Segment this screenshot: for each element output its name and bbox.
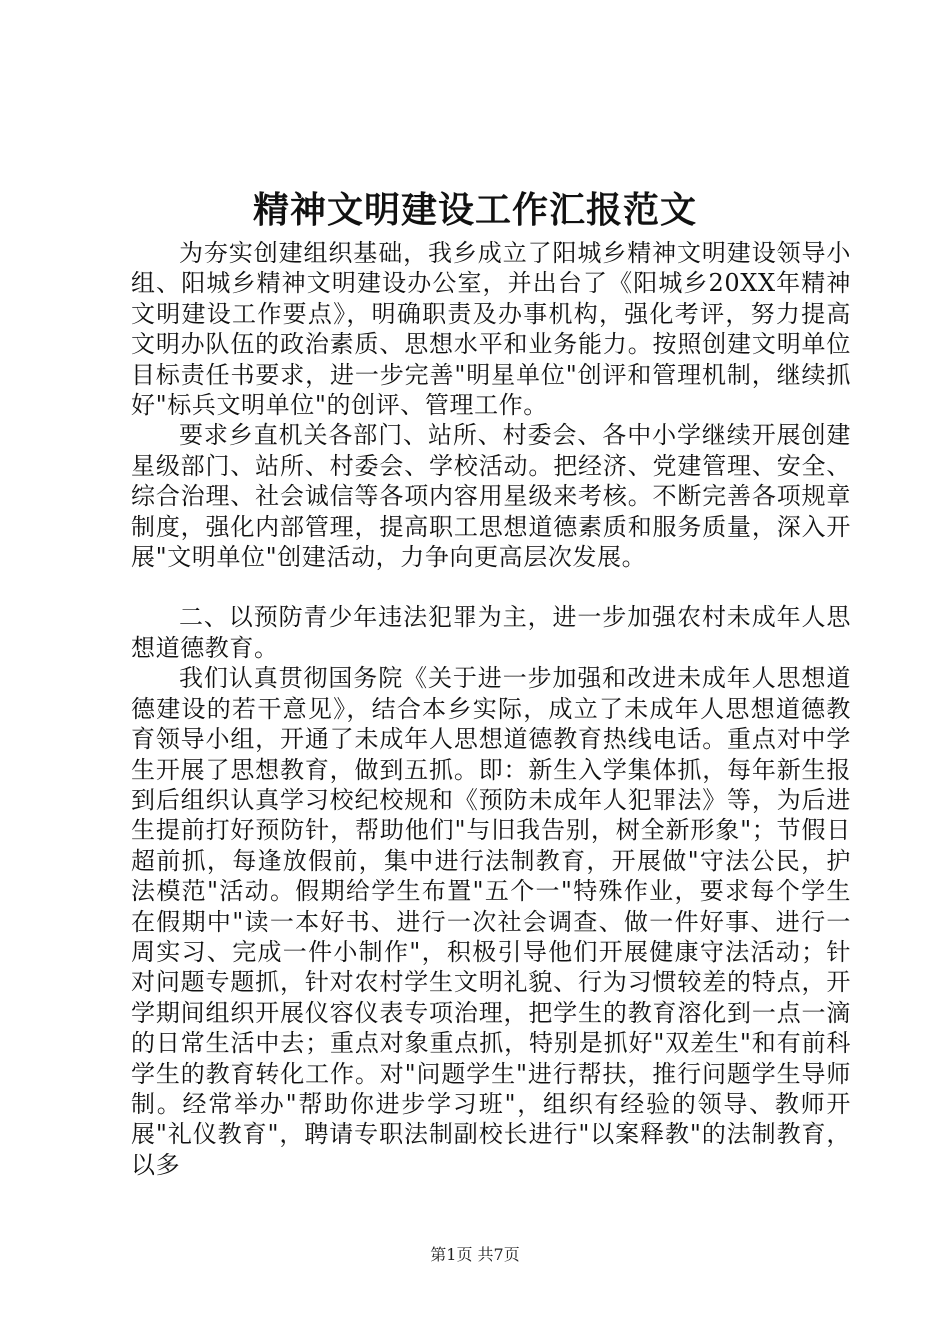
page-number: 第1页 共7页 (430, 1245, 520, 1264)
paragraph-youth-education: 我们认真贯彻国务院《关于进一步加强和改进未成年人思想道德建设的若干意见》，结合本乡实际，成立了未成年人思想道德教育领导小组，开通了未成年人思想道德教育热线电话。重点对中学生开展了思想教育，做到五抓。即：新生入学集体抓，每年新生报到后组织认真学习校纪校规和《预防未成年人犯罪法》等，为后进生提前打好预防针，帮助他们"与旧我告别，树全新形象"；节假日超前抓，每逢放假前，集中进行法制教育，开展做"守法公民，护法模范"活动。假期给学生布置"五个一"特殊作业，要求每个学生在假期中"读一本好书、进行一次社会调查、做一件好事、进行一周实习、完成一件小制作"，积极引导他们开展健康守法活动；针对问题专题抓，针对农村学生文明礼貌、行为习惯较差的特点，开学期间组织开展仪容仪表专项治理，把学生的教育溶化到一点一滴的日常生活中去；重点对象重点抓，特别是抓好"双差生"和有前科学生的教育转化工作。对"问题学生"进行帮扶，推行问题学生导师制。经常举办"帮助你进步学习班"，组织有经验的领导、教师开展"礼仪教育"，聘请专职法制副校长进行"以案释教"的法制教育，以多 (131, 664, 851, 1179)
document-title: 精神文明建设工作汇报范文 (252, 189, 697, 231)
paragraph-organization: 为夯实创建组织基础，我乡成立了阳城乡精神文明建设领导小组、阳城乡精神文明建设办公室，并出台了《阳城乡20XX年精神文明建设工作要点》，明确职责及办事机构，强化考评，努力提高文明办队伍的政治素质、思想水平和业务能力。按照创建文明单位目标责任书要求，进一步完善"明星单位"创评和管理机制，继续抓好"标兵文明单位"的创评、管理工作。 (131, 239, 851, 420)
paragraph-star-rating: 要求乡直机关各部门、站所、村委会、各中小学继续开展创建星级部门、站所、村委会、学校活动。把经济、党建管理、安全、综合治理、社会诚信等各项内容用星级来考核。不断完善各项规章制度，强化内部管理，提高职工思想道德素质和服务质量，深入开展"文明单位"创建活动，力争向更高层次发展。 (131, 421, 851, 572)
section-heading-youth-education: 二、以预防青少年违法犯罪为主，进一步加强农村未成年人思想道德教育。 (131, 603, 851, 662)
document-body (131, 238, 851, 1180)
